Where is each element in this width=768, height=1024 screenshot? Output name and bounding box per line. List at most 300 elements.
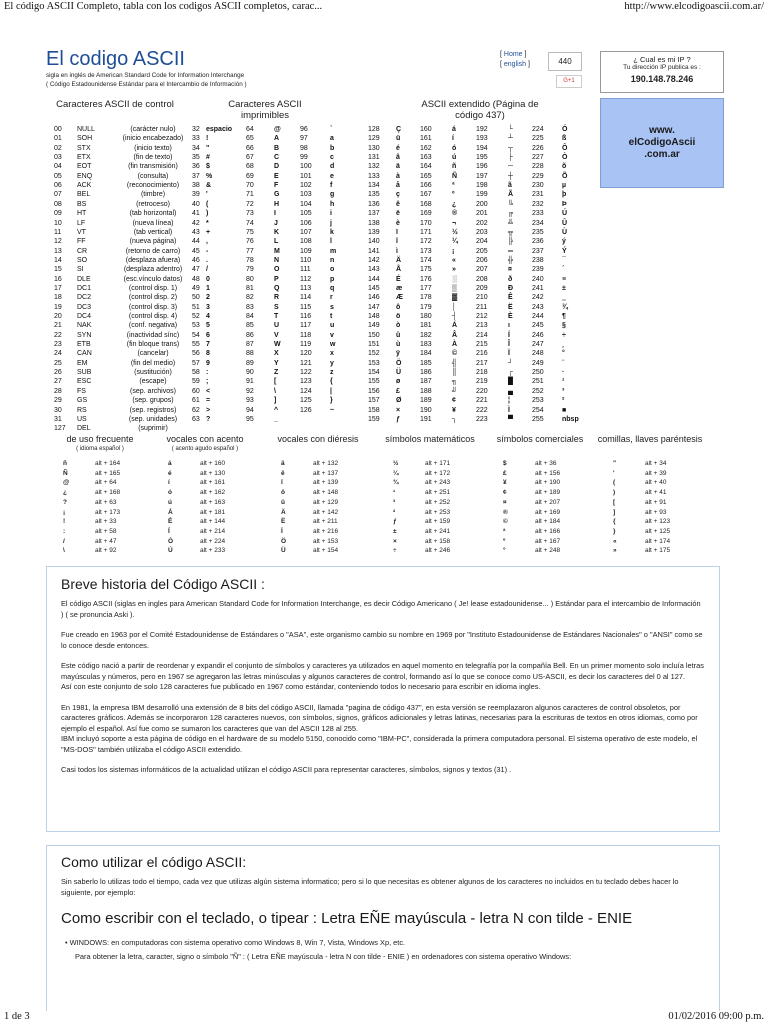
symbol: ( xyxy=(613,479,616,487)
category-row xyxy=(490,469,600,478)
symbol: ü xyxy=(281,498,285,506)
symbol: × xyxy=(393,537,397,545)
category-subtitle: ( acento agudo español ) xyxy=(171,446,239,452)
desc: (consulta) xyxy=(137,172,169,180)
char: Å xyxy=(396,266,402,274)
char: ╝ xyxy=(452,387,457,395)
code: 81 xyxy=(246,284,254,292)
desc: (control disp. 1) xyxy=(128,284,178,292)
abbr: ETX xyxy=(77,154,91,162)
char: ▄ xyxy=(508,387,513,395)
code: 74 xyxy=(246,219,254,227)
code: 152 xyxy=(368,350,380,358)
code: 82 xyxy=(246,294,254,302)
char: Z xyxy=(274,369,279,377)
category-row xyxy=(50,459,160,468)
char: µ xyxy=(562,182,567,190)
category-row xyxy=(268,508,378,517)
symbol: [ xyxy=(613,498,616,506)
extended-row xyxy=(0,219,600,228)
code: 54 xyxy=(192,331,200,339)
category-row xyxy=(268,537,378,546)
code: 64 xyxy=(246,126,254,133)
alt-code: alt + 253 xyxy=(425,508,451,516)
category-row xyxy=(600,508,710,517)
alt-code: alt + 167 xyxy=(535,537,561,545)
char: q xyxy=(330,284,335,292)
desc: (escape) xyxy=(139,378,167,386)
code: 142 xyxy=(368,256,380,264)
code: 188 xyxy=(420,387,432,395)
desc: (desplaza afuera) xyxy=(125,256,181,264)
char: à xyxy=(396,172,400,180)
char: espacio xyxy=(206,126,233,133)
char: } xyxy=(330,397,333,405)
extended-row xyxy=(0,125,600,134)
category-row xyxy=(380,537,490,546)
code: 242 xyxy=(532,294,544,302)
code: 19 xyxy=(54,303,62,311)
alt-code: alt + 173 xyxy=(95,508,121,516)
alt-code: alt + 216 xyxy=(313,527,339,535)
extended-row xyxy=(0,172,600,181)
english-link[interactable]: english xyxy=(503,61,527,68)
code: 187 xyxy=(420,378,432,386)
char: Ô xyxy=(562,144,568,152)
char: ® xyxy=(452,210,458,218)
code: 220 xyxy=(476,387,488,395)
char: 7 xyxy=(206,341,210,349)
desc: (tab vertical) xyxy=(133,228,173,236)
extended-row xyxy=(0,312,600,321)
symbol: ¥ xyxy=(503,479,507,487)
symbol: Ú xyxy=(168,547,173,555)
code: 229 xyxy=(532,172,544,180)
code: 150 xyxy=(368,331,380,339)
desc: (sep. unidades) xyxy=(128,415,178,423)
char: ß xyxy=(562,135,567,143)
extended-row xyxy=(0,153,600,162)
symbol: Ä xyxy=(281,508,286,516)
alt-code: alt + 58 xyxy=(95,527,117,535)
desc: (fin transmisión) xyxy=(128,163,178,171)
usage-subtitle: Como escribir con el teclado, o tipear : Letra EÑE mayúscula - letra N con tilde - ENIE xyxy=(61,910,633,927)
code: 216 xyxy=(476,350,488,358)
alt-code: alt + 125 xyxy=(645,527,671,535)
symbol: ] xyxy=(613,508,616,516)
print-title: El código ASCII Completo, tabla con los codigos ASCII completos, carac... xyxy=(4,1,323,12)
symbol: É xyxy=(168,518,173,526)
code: 114 xyxy=(300,294,312,302)
code: 240 xyxy=(532,275,544,283)
char: z xyxy=(330,369,334,377)
symbol: Ë xyxy=(281,518,286,526)
char: : xyxy=(206,369,209,377)
code: 13 xyxy=(54,247,62,255)
char: ¾ xyxy=(562,303,568,311)
alt-code: alt + 172 xyxy=(425,469,451,477)
char: @ xyxy=(274,126,281,133)
tagline-line-1: sigla en inglés de American Standard Code for Information Interchange xyxy=(46,72,245,79)
char: ± xyxy=(562,284,566,292)
char: ║ xyxy=(452,369,457,377)
gplus-button[interactable]: G+1 xyxy=(556,75,582,88)
code: 47 xyxy=(192,266,200,274)
char: ý xyxy=(562,238,566,246)
code: 30 xyxy=(54,406,62,414)
code: 130 xyxy=(368,144,380,152)
symbol: { xyxy=(613,518,616,526)
code: 163 xyxy=(420,154,432,162)
code: 96 xyxy=(300,126,308,133)
code: 109 xyxy=(300,247,312,255)
alt-code: alt + 91 xyxy=(645,498,667,506)
char: Ì xyxy=(508,406,510,414)
history-body xyxy=(61,599,705,776)
code: 59 xyxy=(192,378,200,386)
abbr: US xyxy=(77,415,87,423)
char: ╚ xyxy=(508,200,513,208)
category-row xyxy=(600,546,710,555)
char: # xyxy=(206,154,210,162)
category-title: símbolos matemáticos xyxy=(385,434,475,444)
code: 131 xyxy=(368,154,380,162)
symbol: ä xyxy=(281,460,285,467)
site-title[interactable]: El codigo ASCII xyxy=(46,48,185,70)
alt-code: alt + 224 xyxy=(200,537,226,545)
char: i xyxy=(330,210,332,218)
char: ð xyxy=(508,275,513,283)
char: n xyxy=(330,256,335,264)
category-row xyxy=(380,546,490,555)
char: 8 xyxy=(206,350,210,358)
code: 55 xyxy=(192,341,200,349)
abbr: STX xyxy=(77,144,91,152)
code: 122 xyxy=(300,369,312,377)
abbr: CAN xyxy=(77,350,92,358)
code: 107 xyxy=(300,228,312,236)
char: l xyxy=(330,238,332,246)
desc: (cancelar) xyxy=(137,350,169,358)
code: 93 xyxy=(246,397,254,405)
char: c xyxy=(330,154,334,162)
alt-code: alt + 92 xyxy=(95,547,117,555)
code: 98 xyxy=(300,144,308,152)
char: å xyxy=(396,182,400,190)
banner-line-3: .com.ar xyxy=(644,149,680,160)
symbol: ƒ xyxy=(393,518,397,526)
char: b xyxy=(330,144,335,152)
alt-code: alt + 233 xyxy=(200,547,226,555)
char: ¨ xyxy=(562,359,565,367)
category-title: vocales con acento xyxy=(166,434,244,444)
desc: (nueva página) xyxy=(129,238,177,246)
code: 206 xyxy=(476,256,488,264)
code: 244 xyxy=(532,313,544,320)
char: ■ xyxy=(562,406,567,414)
char: ‗ xyxy=(562,294,566,302)
alt-code: alt + 132 xyxy=(313,460,339,467)
category-row xyxy=(268,527,378,536)
code: 62 xyxy=(192,406,200,414)
extended-row xyxy=(0,190,600,199)
abbr: SYN xyxy=(77,331,92,339)
code: 224 xyxy=(532,126,544,133)
code: 60 xyxy=(192,387,200,395)
code: 181 xyxy=(420,322,432,330)
desc: (fin del medio) xyxy=(130,359,176,367)
category-row xyxy=(268,546,378,555)
char: X xyxy=(274,350,279,358)
category-row xyxy=(155,546,265,555)
alt-code: alt + 252 xyxy=(425,498,451,506)
category-row xyxy=(490,517,600,526)
char: v xyxy=(330,331,334,339)
char: │ xyxy=(452,303,457,311)
history-title: Breve historia del Código ASCII : xyxy=(61,576,265,592)
code: 119 xyxy=(300,341,312,349)
code: 162 xyxy=(420,144,432,152)
alt-code: alt + 41 xyxy=(645,489,667,497)
extended-row xyxy=(0,293,600,302)
symbol: @ xyxy=(63,479,70,487)
site-banner[interactable] xyxy=(600,98,724,188)
code: 125 xyxy=(300,397,312,405)
char: ä xyxy=(396,163,400,171)
char: █ xyxy=(508,378,513,386)
code: 78 xyxy=(246,256,254,264)
code: 209 xyxy=(476,284,488,292)
char: ≡ xyxy=(562,275,567,283)
extended-row xyxy=(0,265,600,274)
usage-instructions: Para obtener la letra, caracter, signo o símbolo "Ñ" : ( Letra EÑE mayúscula - letra N con tilde - ENIE ) en ordenadores con sistema operativo Windows: xyxy=(75,952,572,961)
code: 34 xyxy=(192,144,200,152)
code: 29 xyxy=(54,397,62,405)
char: Ê xyxy=(508,294,513,302)
alt-code: alt + 207 xyxy=(535,498,561,506)
history-p1: El código ASCII (siglas en ingles para American Standard Code for Information Interchange, es decir Código Americano ( Je! lease estadounidense... ) Estándar para el intercambio de Información ) ( se pronuncia Aski ). xyxy=(61,599,701,619)
symbol: Ñ xyxy=(63,469,68,477)
char: Â xyxy=(452,331,458,339)
char: └ xyxy=(508,126,513,133)
code: 243 xyxy=(532,303,544,311)
char: ] xyxy=(274,397,277,405)
category-row xyxy=(490,527,600,536)
alt-code: alt + 211 xyxy=(313,518,338,526)
extended-row xyxy=(0,359,600,368)
char: ê xyxy=(396,200,400,208)
code: 01 xyxy=(54,135,62,143)
symbol: ÷ xyxy=(393,547,397,555)
symbol: Ü xyxy=(281,547,286,555)
char: ╔ xyxy=(508,210,513,218)
symbol: ö xyxy=(281,489,285,497)
code: 199 xyxy=(476,191,488,199)
extended-row xyxy=(0,349,600,358)
char: B xyxy=(274,144,280,152)
code: 23 xyxy=(54,341,62,349)
char: K xyxy=(274,228,280,236)
category-row xyxy=(600,469,710,478)
code: 104 xyxy=(300,200,312,208)
history-p3b: Así con este conjunto de solo 128 caracteres fue publicado en 1967 como estándar, conteniendo todos lo necesario para escribir en idioma ingles. xyxy=(61,682,541,691)
category-row xyxy=(155,459,265,468)
code: 73 xyxy=(246,210,254,218)
alt-code: alt + 137 xyxy=(313,469,339,477)
code: 175 xyxy=(420,266,432,274)
extended-row xyxy=(0,284,600,293)
category-title: comillas, llaves paréntesis xyxy=(597,434,703,444)
code: 36 xyxy=(192,163,200,171)
abbr: ENQ xyxy=(77,172,93,180)
code: 117 xyxy=(300,322,312,330)
code: 95 xyxy=(246,415,254,423)
code: 134 xyxy=(368,182,380,190)
alt-code: alt + 39 xyxy=(645,469,667,477)
char: H xyxy=(274,200,280,208)
code: 66 xyxy=(246,144,254,152)
char: ü xyxy=(396,135,401,143)
alt-code: alt + 139 xyxy=(313,479,339,487)
history-section xyxy=(46,566,720,832)
symbol: : xyxy=(63,527,66,535)
code: 126 xyxy=(300,406,312,414)
category-row xyxy=(155,508,265,517)
code: 196 xyxy=(476,163,488,171)
home-link[interactable]: Home xyxy=(503,51,523,58)
code: 18 xyxy=(54,294,62,302)
abbr: SUB xyxy=(77,369,92,377)
desc: (suprimir) xyxy=(138,425,168,433)
category-row xyxy=(600,517,710,526)
extended-row xyxy=(0,321,600,330)
alt-code: alt + 158 xyxy=(425,537,451,545)
category-row xyxy=(490,478,600,487)
char: º xyxy=(452,191,455,199)
code: 254 xyxy=(532,406,544,414)
code: 136 xyxy=(368,200,380,208)
print-header xyxy=(0,0,768,14)
code: 172 xyxy=(420,238,432,246)
char: § xyxy=(562,322,566,330)
alt-code: alt + 129 xyxy=(313,498,339,506)
abbr: ESC xyxy=(77,378,92,386)
char: N xyxy=(274,256,280,264)
code: 160 xyxy=(420,126,432,133)
code: 46 xyxy=(192,256,200,264)
extended-row xyxy=(0,247,600,256)
code: 170 xyxy=(420,219,432,227)
code: 137 xyxy=(368,210,380,218)
char: û xyxy=(396,331,401,339)
category-row xyxy=(268,459,378,468)
category-row xyxy=(380,517,490,526)
char: » xyxy=(452,266,456,274)
alt-code: alt + 142 xyxy=(313,508,339,516)
code: 204 xyxy=(476,238,488,246)
char: ô xyxy=(396,303,401,311)
char: ƒ xyxy=(396,415,400,423)
char: ó xyxy=(452,144,457,152)
category-row xyxy=(268,488,378,497)
extended-row xyxy=(0,144,600,153)
category-row xyxy=(50,517,160,526)
category-row xyxy=(600,488,710,497)
char: j xyxy=(330,219,332,227)
code: 05 xyxy=(54,172,62,180)
code: 63 xyxy=(192,415,200,423)
char: a xyxy=(330,135,334,143)
alt-code: alt + 171 xyxy=(425,460,451,467)
code: 92 xyxy=(246,387,254,395)
code: 115 xyxy=(300,303,312,311)
code: 253 xyxy=(532,397,544,405)
char: ┤ xyxy=(452,313,457,320)
category-title: vocales con diéresis xyxy=(277,434,359,444)
char: Y xyxy=(274,359,279,367)
usage-bullet-text: WINDOWS: en computadoras con sistema operativo como Windows 8, Win 7, Vista, Windows Xp, etc. xyxy=(69,938,406,947)
abbr: BEL xyxy=(77,191,91,199)
code: 17 xyxy=(54,284,62,292)
char: ï xyxy=(396,228,398,236)
alt-code: alt + 40 xyxy=(645,479,667,487)
code: 194 xyxy=(476,144,488,152)
char: É xyxy=(396,275,401,283)
code: 161 xyxy=(420,135,432,143)
char: ┘ xyxy=(508,359,513,367)
desc: (sep. grupos) xyxy=(132,397,174,405)
char: , xyxy=(206,238,208,246)
char: ~ xyxy=(330,406,335,414)
category-row xyxy=(490,537,600,546)
ip-box xyxy=(600,51,724,93)
alt-code: alt + 130 xyxy=(200,469,226,477)
char: 3 xyxy=(206,303,210,311)
char: ù xyxy=(396,341,401,349)
alt-code: alt + 189 xyxy=(535,489,561,497)
alt-code: alt + 163 xyxy=(200,498,226,506)
category-row xyxy=(600,527,710,536)
code: 237 xyxy=(532,247,544,255)
symbol: Ó xyxy=(168,537,174,545)
print-footer xyxy=(0,1010,768,1024)
symbol: « xyxy=(613,537,617,545)
char: ª xyxy=(452,182,455,190)
char: ¥ xyxy=(452,406,456,414)
code: 33 xyxy=(192,135,200,143)
code: 41 xyxy=(192,210,200,218)
char: ▒ xyxy=(452,284,457,292)
char: O xyxy=(274,266,280,274)
code: 103 xyxy=(300,191,312,199)
history-p4: En 1981, la empresa IBM desarrolló una extensión de 8 bits del código ASCII, llamada "pagina de código 437", en esta versión se reemplazaron algunos caracteres de control obsoletos, por caracteres gráficos. Además se incorporaron 128 caracteres nuevos, con símbolos, signos, gráficos adicionales y letras latinas, necesarias para la escrituras de textos en otros idiomas, como por ejemplo el español. Así fue como se sumaron los caracteres que van del ASCII 128 al 255. xyxy=(61,702,698,733)
code: 94 xyxy=(246,406,254,414)
char: á xyxy=(452,126,456,133)
char: F xyxy=(274,182,279,190)
printable-header: Caracteres ASCII imprimibles xyxy=(228,99,302,121)
char: ╦ xyxy=(508,228,513,236)
code: 84 xyxy=(246,313,254,320)
symbol: é xyxy=(168,469,172,477)
char: © xyxy=(452,350,458,358)
desc: (inicio encabezado) xyxy=(122,135,184,143)
extended-row xyxy=(0,256,600,265)
char: ; xyxy=(206,378,209,386)
symbol: ° xyxy=(503,547,506,555)
char: E xyxy=(274,172,279,180)
code: 07 xyxy=(54,191,62,199)
code: 10 xyxy=(54,219,62,227)
